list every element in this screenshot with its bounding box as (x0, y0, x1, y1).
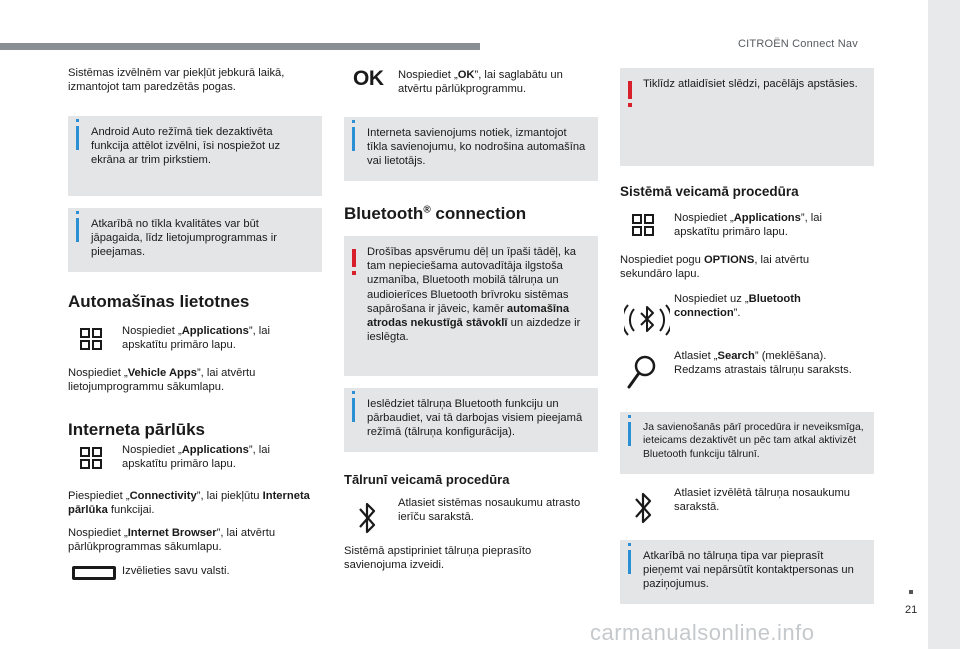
system-step-search: Atlasiet „Search” (meklēšana). Redzams atrastais tālruņu saraksts. (674, 350, 852, 377)
browser-step-connectivity: Piespiediet „Connectivity”, lai piekļūtu Interneta pārlūka funkcijai. (68, 490, 310, 517)
apps-step-vehicle-apps: Nospiediet „Vehicle Apps”, lai atvērtu lietojumprogrammu sākumlapu. (68, 367, 256, 394)
bluetooth-icon (358, 500, 376, 541)
header-rule (0, 43, 480, 50)
page-number: 21 (905, 604, 918, 616)
warning-box-lift (620, 68, 874, 166)
watermark: carmanualsonline.info (590, 620, 815, 645)
system-step-applications: Nospiediet „Applications”, lai apskatītu primāro lapu. (674, 212, 822, 239)
warning-icon (628, 81, 632, 99)
info-text: Android Auto režīmā tiek dezaktivēta funkcija attēlot izvēlni, īsi nospiežot uz ekrāna ar trim pirkstiem. (91, 126, 281, 167)
bluetooth-connection-icon (624, 296, 670, 347)
info-text: Atkarībā no tīkla kvalitātes var būt jāpagaida, līdz lietojumprogrammas ir pieejamas. (91, 218, 277, 259)
info-icon (628, 550, 631, 574)
warning-box-safety (344, 236, 598, 376)
applications-grid-icon (80, 447, 102, 474)
warning-text: Drošības apsvērumu dēļ un īpaši tādēļ, ka tam nepieciešama autovadītāja ilgstoša uzmanība, Bluetooth mobilā tālruņa un audioierīces Bluetooth brīvroku sistēmas sapārošana ir jāveic, kamēr automašīna atrodas nekustīgā stāvoklī un aizdedze ir ieslēgta. (367, 246, 581, 344)
subheading-phone-procedure: Tālrunī veicamā procedūra (344, 472, 510, 487)
section-heading-bluetooth: Bluetooth® connection (344, 204, 527, 223)
manual-title: CITROËN Connect Nav (738, 38, 858, 50)
info-icon (352, 398, 355, 422)
page-marker (909, 590, 913, 594)
phone-step-select-system: Atlasiet sistēmas nosaukumu atrasto ierīču sarakstā. (398, 497, 581, 524)
apps-step-applications: Nospiediet „Applications”, lai apskatītu primāro lapu. (122, 325, 270, 352)
section-heading-browser: Interneta pārlūks (68, 420, 205, 439)
browser-step-applications: Nospiediet „Applications”, lai apskatītu primāro lapu. (122, 444, 270, 471)
applications-grid-icon (632, 214, 654, 241)
info-text: Interneta savienojums notiek, izmantojot tīkla savienojumu, ko nodrošina automašīna vai lietotājs. (367, 127, 586, 168)
info-text: Ja savienošanās pārī procedūra ir neveiksmīga, ieteicams dezaktivēt un pēc tam atkal aktivizēt Bluetooth funkciju tālrunī. (643, 422, 864, 460)
browser-step-internet-browser: Nospiediet „Internet Browser”, lai atvērtu pārlūkprogrammas sākumlapu. (68, 527, 276, 554)
info-box-phone-bluetooth (344, 388, 598, 452)
info-icon (628, 422, 631, 446)
info-box-contacts (620, 540, 874, 604)
info-text: Ieslēdziet tālruņa Bluetooth funkciju un pārbaudiet, vai tā darbojas visiem pieejamā režīmā (tālruņa konfigurācija). (367, 398, 583, 439)
browser-step-country: Izvēlieties savu valsti. (122, 565, 230, 577)
info-text: Atkarībā no tālruņa tipa var pieprasīt pieņemt vai nepārsūtīt kontaktpersonas un paziņojumus. (643, 550, 854, 591)
info-box-pairing-failed (620, 412, 874, 474)
country-select-icon (72, 566, 116, 580)
applications-grid-icon (80, 328, 102, 355)
intro-text: Sistēmas izvēlnēm var piekļūt jebkurā laikā, izmantojot tam paredzētās pogas. (68, 67, 285, 94)
system-step-bluetooth-connection: Nospiediet uz „Bluetooth connection”. (674, 293, 801, 320)
ok-step-text: Nospiediet „OK”, lai saglabātu un atvērtu pārlūkprogrammu. (398, 69, 563, 96)
warning-icon (352, 249, 356, 267)
search-icon (626, 354, 658, 395)
subheading-system-procedure: Sistēmā veicamā procedūra (620, 184, 799, 199)
info-box-android-auto (68, 116, 322, 196)
info-box-network (68, 208, 322, 272)
system-step-select-phone: Atlasiet izvēlētā tālruņa nosaukumu sarakstā. (674, 487, 850, 514)
info-icon (352, 127, 355, 151)
system-step-options: Nospiediet pogu OPTIONS, lai atvērtu sekundāro lapu. (620, 254, 810, 281)
bluetooth-icon (634, 490, 652, 531)
phone-step-confirm: Sistēmā apstipriniet tālruņa pieprasīto savienojuma izveidi. (344, 545, 532, 572)
ok-icon: OK (353, 67, 384, 90)
section-heading-apps: Automašīnas lietotnes (68, 292, 250, 311)
info-icon (76, 218, 79, 242)
info-box-internet (344, 117, 598, 181)
warning-text: Tiklīdz atlaidīsiet slēdzi, pacēlājs apstāsies. (643, 78, 858, 90)
info-icon (76, 126, 79, 150)
page-edge-strip (928, 0, 960, 649)
